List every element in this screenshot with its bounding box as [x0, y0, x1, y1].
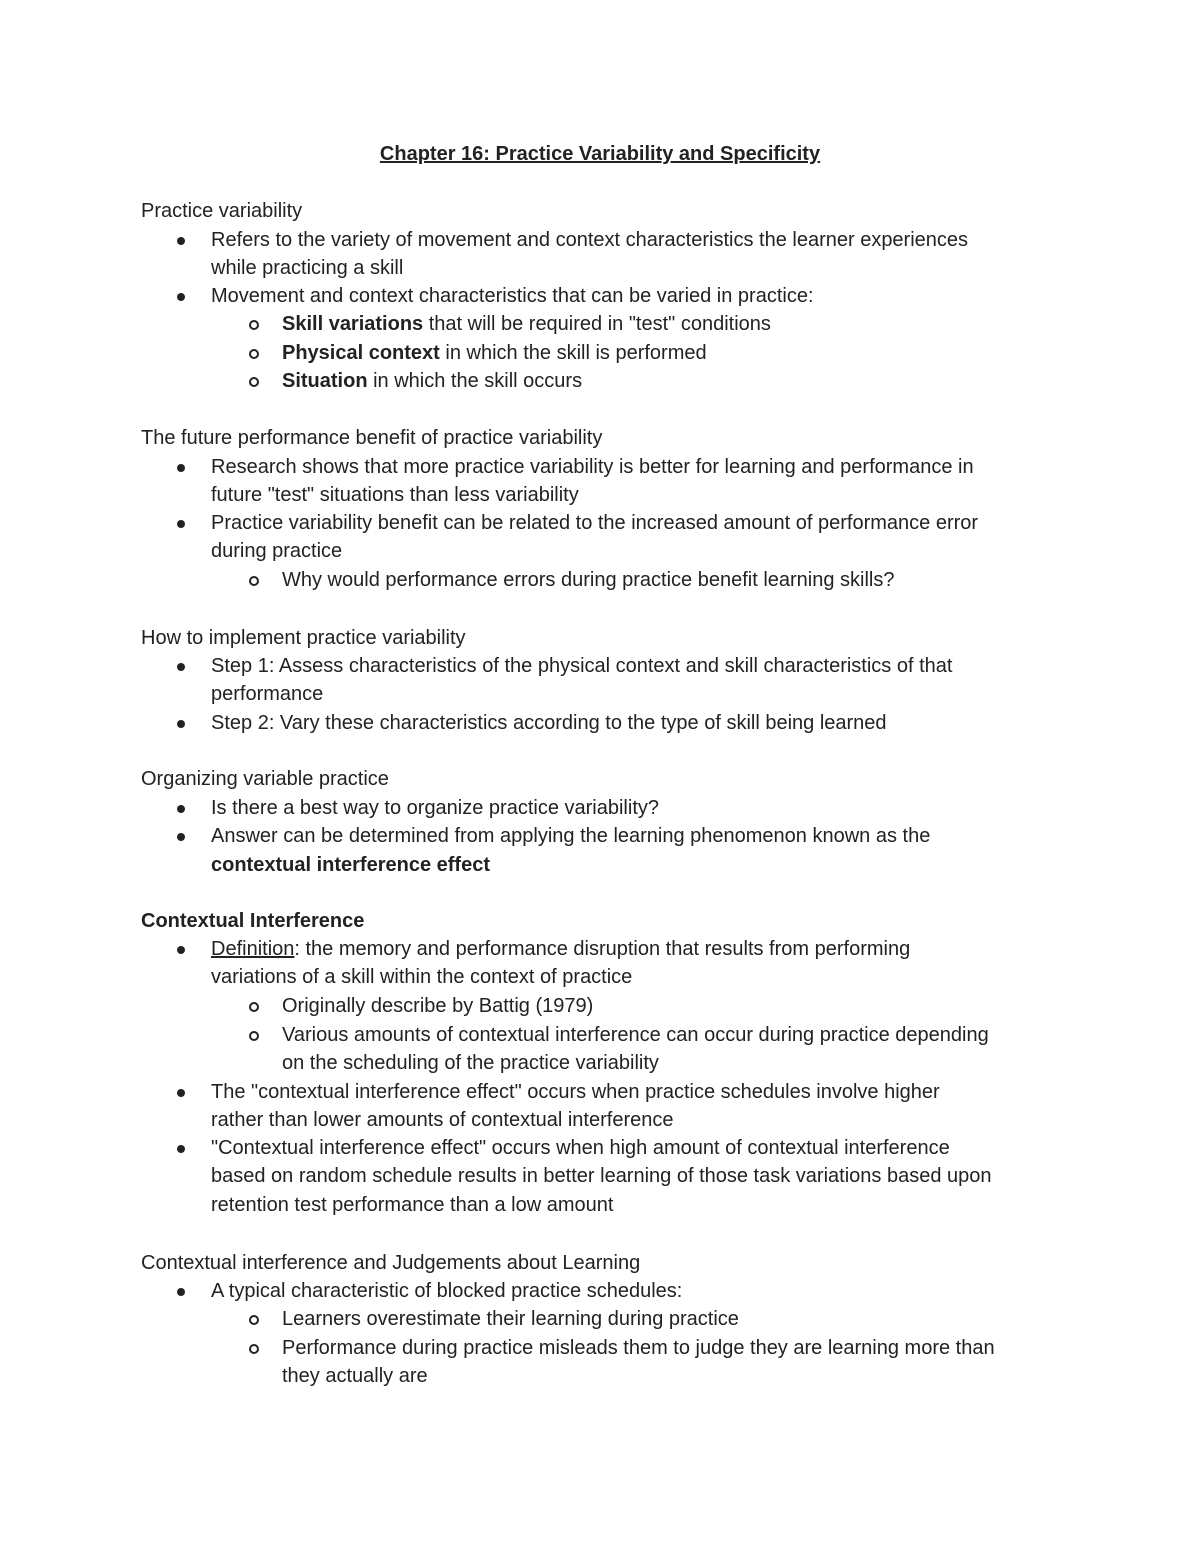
list-item: Step 1: Assess characteristics of the physical context and skill characteristics of that [211, 655, 953, 677]
bullet-circle-icon [249, 1344, 259, 1354]
bold-term: Skill variations [282, 313, 424, 335]
list-item: "Contextual interference effect" occurs when high amount of contextual interference [211, 1137, 950, 1159]
list-item: Research shows that more practice variability is better for learning and performance in [211, 456, 974, 478]
list-item-continuation: while practicing a skill [211, 257, 404, 279]
page-title: Chapter 16: Practice Variability and Specificity [379, 143, 821, 165]
bullet-disc-icon [177, 1089, 185, 1097]
section-heading-bold: Contextual Interference [141, 910, 365, 932]
list-item-continuation: future "test" situations than less variability [211, 484, 579, 506]
list-item: The "contextual interference effect" occurs when practice schedules involve higher [211, 1081, 940, 1103]
bullet-disc-icon [177, 720, 185, 728]
sub-list-item-continuation: on the scheduling of the practice variability [282, 1052, 659, 1074]
underlined-term: Definition [211, 938, 295, 960]
list-item-continuation: rather than lower amounts of contextual interference [211, 1109, 674, 1131]
sub-list-item: Various amounts of contextual interference can occur during practice depending [282, 1024, 989, 1046]
sub-list-text: in which the skill occurs [367, 370, 583, 392]
section-heading: The future performance benefit of practice variability [141, 427, 603, 449]
bold-term: Situation [282, 370, 368, 392]
bullet-disc-icon [177, 237, 185, 245]
bullet-disc-icon [177, 520, 185, 528]
list-item: Step 2: Vary these characteristics according to the type of skill being learned [211, 712, 887, 734]
bold-term: contextual interference effect [211, 854, 490, 876]
list-item-continuation: performance [211, 683, 324, 705]
list-item: A typical characteristic of blocked practice schedules: [211, 1280, 683, 1302]
bold-term: Physical context [282, 342, 440, 364]
bullet-disc-icon [177, 663, 185, 671]
section-heading: Organizing variable practice [141, 768, 389, 790]
list-item: Refers to the variety of movement and context characteristics the learner experiences [211, 229, 969, 251]
bullet-circle-icon [249, 1031, 259, 1041]
section-heading: Contextual interference and Judgements about Learning [141, 1252, 641, 1274]
sub-list-item: Why would performance errors during practice benefit learning skills? [282, 569, 895, 591]
bullet-disc-icon [177, 1145, 185, 1153]
sub-list-item [282, 339, 707, 367]
list-item-continuation: based on random schedule results in better learning of those task variations based upon [211, 1165, 992, 1187]
sub-list-item: Originally describe by Battig (1979) [282, 995, 594, 1017]
sub-list-text: that will be required in "test" conditions [423, 313, 771, 335]
list-item: Practice variability benefit can be related to the increased amount of performance error [211, 512, 979, 534]
bullet-circle-icon [249, 349, 259, 359]
bullet-disc-icon [177, 805, 185, 813]
sub-list-item-continuation: they actually are [282, 1365, 428, 1387]
bullet-circle-icon [249, 1315, 259, 1325]
sub-list-item: Learners overestimate their learning during practice [282, 1308, 739, 1330]
bullet-circle-icon [249, 320, 259, 330]
list-item [211, 935, 910, 963]
list-item: Is there a best way to organize practice variability? [211, 797, 659, 819]
sub-list-item [282, 367, 582, 395]
sub-list-item: Performance during practice misleads them to judge they are learning more than [282, 1337, 995, 1359]
bullet-circle-icon [249, 576, 259, 586]
sub-list-text: in which the skill is performed [439, 342, 707, 364]
bullet-circle-icon [249, 377, 259, 387]
bullet-disc-icon [177, 1288, 185, 1296]
sub-list-item [282, 310, 771, 338]
list-item-text: : the memory and performance disruption that results from performing [294, 938, 911, 960]
list-item: Answer can be determined from applying the learning phenomenon known as the [211, 825, 931, 847]
bullet-disc-icon [177, 946, 185, 954]
bullet-circle-icon [249, 1002, 259, 1012]
list-item: Movement and context characteristics that can be varied in practice: [211, 285, 814, 307]
section-heading: How to implement practice variability [141, 627, 466, 649]
section-heading: Practice variability [141, 200, 303, 222]
list-item-continuation: variations of a skill within the context of practice [211, 966, 633, 988]
bullet-disc-icon [177, 833, 185, 841]
list-item-continuation: during practice [211, 540, 343, 562]
bullet-disc-icon [177, 464, 185, 472]
bullet-disc-icon [177, 293, 185, 301]
list-item-continuation: retention test performance than a low amount [211, 1194, 614, 1216]
